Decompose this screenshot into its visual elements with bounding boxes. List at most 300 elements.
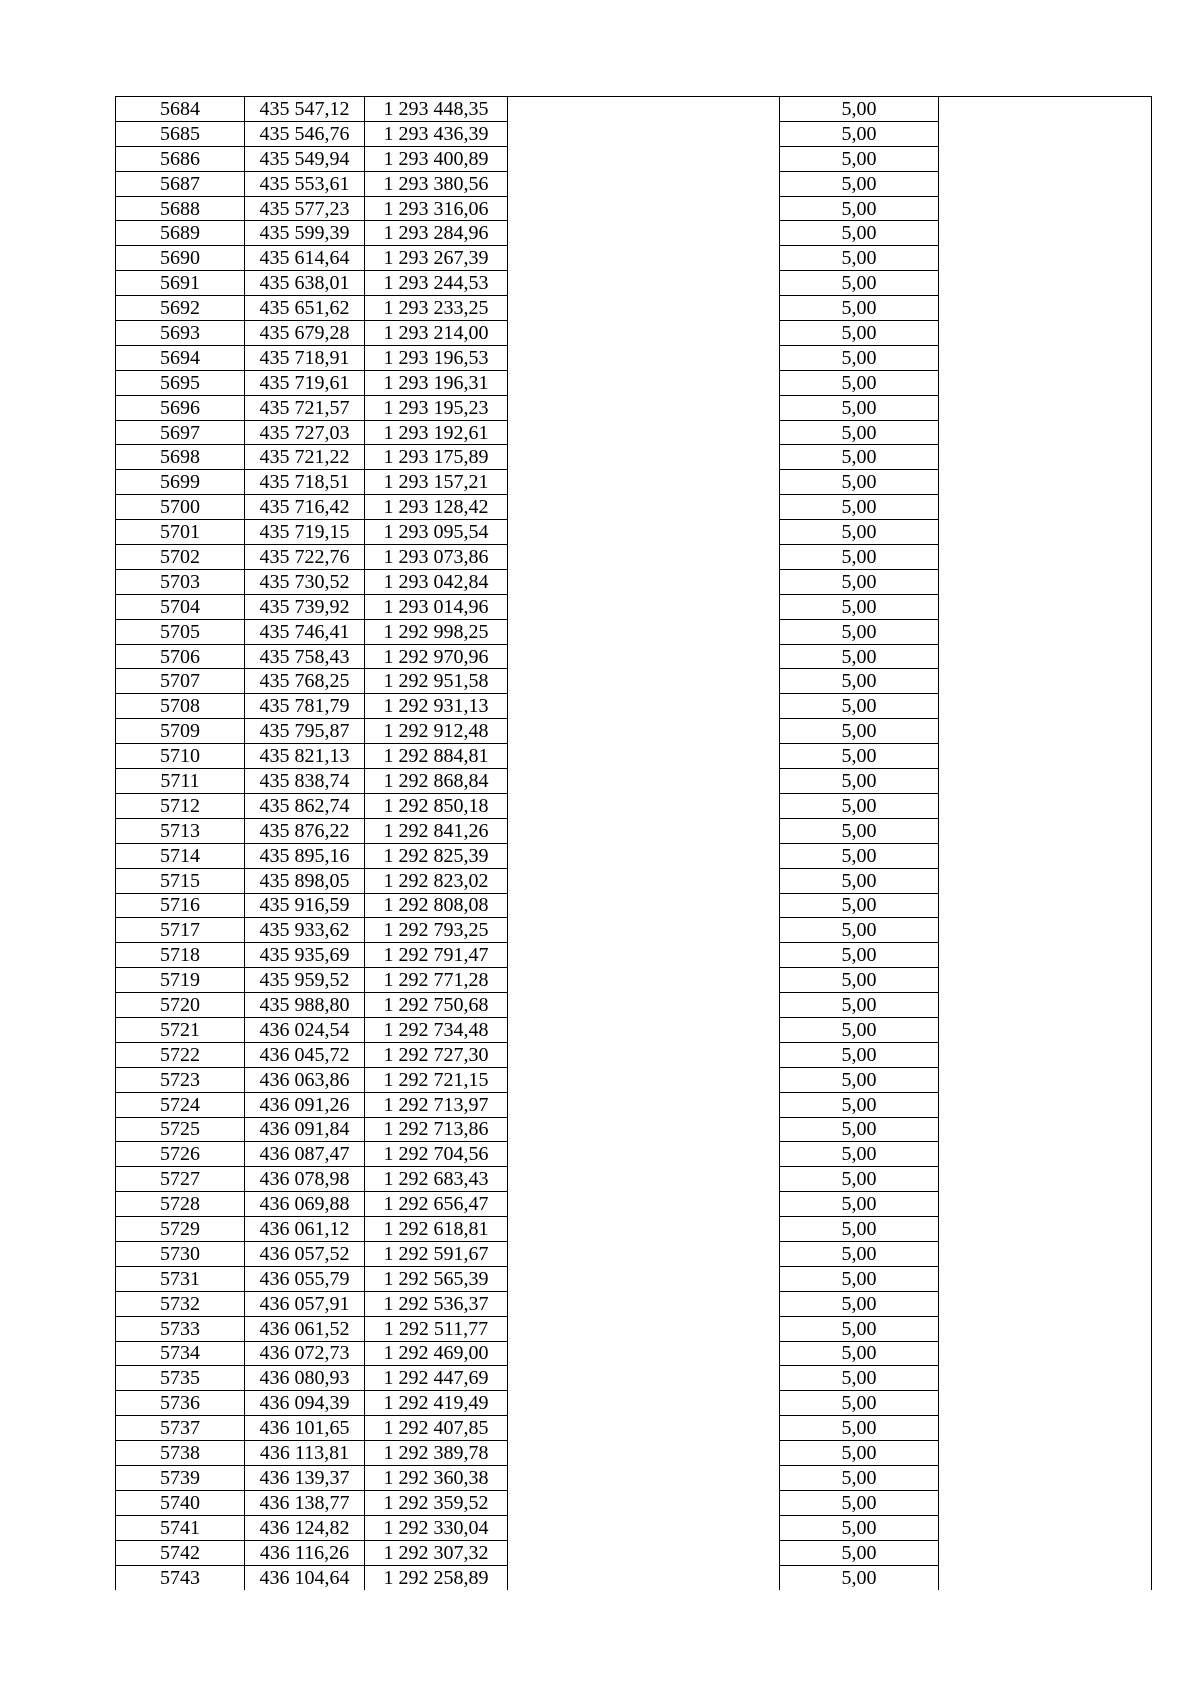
blank-cell: [939, 520, 1152, 545]
y-coordinate-cell: 1 293 157,21: [365, 470, 508, 495]
blank-cell: [508, 1565, 780, 1590]
blank-cell: [939, 818, 1152, 843]
x-coordinate-cell: 435 719,15: [245, 520, 365, 545]
y-coordinate-cell: 1 293 175,89: [365, 445, 508, 470]
point-number-cell: 5708: [116, 694, 245, 719]
blank-cell: [939, 1366, 1152, 1391]
blank-cell: [508, 1266, 780, 1291]
table-row: [116, 1117, 1152, 1142]
blank-cell: [939, 694, 1152, 719]
table-row: [116, 1092, 1152, 1117]
x-coordinate-cell: 435 727,03: [245, 420, 365, 445]
y-coordinate-cell: 1 292 771,28: [365, 968, 508, 993]
value-cell: 5,00: [780, 321, 939, 346]
table-row: [116, 1266, 1152, 1291]
point-number-cell: 5732: [116, 1291, 245, 1316]
table-row: [116, 395, 1152, 420]
blank-cell: [508, 868, 780, 893]
x-coordinate-cell: 435 638,01: [245, 271, 365, 296]
x-coordinate-cell: 435 933,62: [245, 918, 365, 943]
x-coordinate-cell: 435 935,69: [245, 943, 365, 968]
table-row: [116, 1441, 1152, 1466]
value-cell: 5,00: [780, 918, 939, 943]
x-coordinate-cell: 435 895,16: [245, 843, 365, 868]
value-cell: 5,00: [780, 1316, 939, 1341]
blank-cell: [939, 669, 1152, 694]
table-row: [116, 1291, 1152, 1316]
y-coordinate-cell: 1 293 267,39: [365, 246, 508, 271]
blank-cell: [508, 445, 780, 470]
x-coordinate-cell: 435 876,22: [245, 818, 365, 843]
x-coordinate-cell: 435 553,61: [245, 171, 365, 196]
value-cell: 5,00: [780, 1515, 939, 1540]
value-cell: 5,00: [780, 1017, 939, 1042]
table-row: [116, 470, 1152, 495]
value-cell: 5,00: [780, 495, 939, 520]
blank-cell: [939, 420, 1152, 445]
table-row: [116, 1142, 1152, 1167]
point-number-cell: 5697: [116, 420, 245, 445]
blank-cell: [508, 345, 780, 370]
x-coordinate-cell: 435 721,57: [245, 395, 365, 420]
blank-cell: [939, 171, 1152, 196]
blank-cell: [508, 1465, 780, 1490]
blank-cell: [508, 171, 780, 196]
table-row: [116, 669, 1152, 694]
blank-cell: [939, 1241, 1152, 1266]
point-number-cell: 5714: [116, 843, 245, 868]
blank-cell: [939, 1142, 1152, 1167]
table-row: [116, 171, 1152, 196]
value-cell: 5,00: [780, 1192, 939, 1217]
blank-cell: [939, 146, 1152, 171]
value-cell: 5,00: [780, 97, 939, 122]
blank-cell: [939, 321, 1152, 346]
table-row: [116, 993, 1152, 1018]
value-cell: 5,00: [780, 246, 939, 271]
blank-cell: [939, 1291, 1152, 1316]
point-number-cell: 5735: [116, 1366, 245, 1391]
blank-cell: [508, 420, 780, 445]
blank-cell: [939, 470, 1152, 495]
blank-cell: [939, 918, 1152, 943]
value-cell: 5,00: [780, 818, 939, 843]
point-number-cell: 5698: [116, 445, 245, 470]
table-row: [116, 296, 1152, 321]
value-cell: 5,00: [780, 420, 939, 445]
point-number-cell: 5716: [116, 893, 245, 918]
blank-cell: [939, 619, 1152, 644]
value-cell: 5,00: [780, 1366, 939, 1391]
blank-cell: [508, 843, 780, 868]
table-row: [116, 569, 1152, 594]
value-cell: 5,00: [780, 669, 939, 694]
y-coordinate-cell: 1 293 214,00: [365, 321, 508, 346]
table-row: [116, 1217, 1152, 1242]
blank-cell: [939, 1515, 1152, 1540]
table-row: [116, 594, 1152, 619]
blank-cell: [508, 1117, 780, 1142]
y-coordinate-cell: 1 292 713,86: [365, 1117, 508, 1142]
y-coordinate-cell: 1 292 419,49: [365, 1391, 508, 1416]
value-cell: 5,00: [780, 769, 939, 794]
x-coordinate-cell: 435 614,64: [245, 246, 365, 271]
x-coordinate-cell: 436 113,81: [245, 1441, 365, 1466]
x-coordinate-cell: 435 746,41: [245, 619, 365, 644]
y-coordinate-cell: 1 292 884,81: [365, 744, 508, 769]
blank-cell: [939, 793, 1152, 818]
y-coordinate-cell: 1 293 195,23: [365, 395, 508, 420]
y-coordinate-cell: 1 292 683,43: [365, 1167, 508, 1192]
blank-cell: [939, 221, 1152, 246]
blank-cell: [508, 1017, 780, 1042]
x-coordinate-cell: 435 898,05: [245, 868, 365, 893]
blank-cell: [508, 1515, 780, 1540]
y-coordinate-cell: 1 292 823,02: [365, 868, 508, 893]
value-cell: 5,00: [780, 594, 939, 619]
y-coordinate-cell: 1 293 196,53: [365, 345, 508, 370]
blank-cell: [939, 968, 1152, 993]
blank-cell: [939, 196, 1152, 221]
blank-cell: [939, 271, 1152, 296]
x-coordinate-cell: 436 104,64: [245, 1565, 365, 1590]
x-coordinate-cell: 436 091,26: [245, 1092, 365, 1117]
point-number-cell: 5695: [116, 370, 245, 395]
x-coordinate-cell: 435 838,74: [245, 769, 365, 794]
blank-cell: [508, 495, 780, 520]
point-number-cell: 5701: [116, 520, 245, 545]
x-coordinate-cell: 436 063,86: [245, 1067, 365, 1092]
x-coordinate-cell: 435 546,76: [245, 121, 365, 146]
blank-cell: [939, 1042, 1152, 1067]
blank-cell: [508, 1540, 780, 1565]
y-coordinate-cell: 1 292 656,47: [365, 1192, 508, 1217]
blank-cell: [508, 968, 780, 993]
point-number-cell: 5720: [116, 993, 245, 1018]
table-row: [116, 420, 1152, 445]
blank-cell: [939, 943, 1152, 968]
blank-cell: [508, 1092, 780, 1117]
point-number-cell: 5740: [116, 1490, 245, 1515]
blank-cell: [939, 893, 1152, 918]
table-row: [116, 968, 1152, 993]
value-cell: 5,00: [780, 893, 939, 918]
blank-cell: [939, 1490, 1152, 1515]
point-number-cell: 5711: [116, 769, 245, 794]
blank-cell: [939, 868, 1152, 893]
blank-cell: [508, 569, 780, 594]
y-coordinate-cell: 1 292 825,39: [365, 843, 508, 868]
value-cell: 5,00: [780, 470, 939, 495]
blank-cell: [508, 121, 780, 146]
blank-cell: [939, 993, 1152, 1018]
value-cell: 5,00: [780, 868, 939, 893]
table-row: [116, 1341, 1152, 1366]
blank-cell: [508, 1067, 780, 1092]
x-coordinate-cell: 436 024,54: [245, 1017, 365, 1042]
y-coordinate-cell: 1 293 233,25: [365, 296, 508, 321]
value-cell: 5,00: [780, 545, 939, 570]
blank-cell: [508, 1192, 780, 1217]
blank-cell: [939, 1565, 1152, 1590]
point-number-cell: 5713: [116, 818, 245, 843]
point-number-cell: 5688: [116, 196, 245, 221]
table-row: [116, 1192, 1152, 1217]
blank-cell: [939, 1540, 1152, 1565]
point-number-cell: 5724: [116, 1092, 245, 1117]
table-row: [116, 196, 1152, 221]
point-number-cell: 5705: [116, 619, 245, 644]
blank-cell: [508, 97, 780, 122]
x-coordinate-cell: 436 080,93: [245, 1366, 365, 1391]
blank-cell: [508, 719, 780, 744]
blank-cell: [939, 545, 1152, 570]
point-number-cell: 5736: [116, 1391, 245, 1416]
x-coordinate-cell: 435 758,43: [245, 644, 365, 669]
y-coordinate-cell: 1 293 014,96: [365, 594, 508, 619]
point-number-cell: 5721: [116, 1017, 245, 1042]
y-coordinate-cell: 1 293 095,54: [365, 520, 508, 545]
y-coordinate-cell: 1 292 536,37: [365, 1291, 508, 1316]
point-number-cell: 5727: [116, 1167, 245, 1192]
value-cell: 5,00: [780, 1341, 939, 1366]
blank-cell: [939, 246, 1152, 271]
blank-cell: [508, 918, 780, 943]
blank-cell: [939, 1441, 1152, 1466]
table-row: [116, 1167, 1152, 1192]
blank-cell: [508, 644, 780, 669]
blank-cell: [508, 470, 780, 495]
x-coordinate-cell: 435 739,92: [245, 594, 365, 619]
blank-cell: [939, 1341, 1152, 1366]
x-coordinate-cell: 435 549,94: [245, 146, 365, 171]
point-number-cell: 5728: [116, 1192, 245, 1217]
x-coordinate-cell: 435 768,25: [245, 669, 365, 694]
value-cell: 5,00: [780, 196, 939, 221]
table-row: [116, 1366, 1152, 1391]
y-coordinate-cell: 1 292 389,78: [365, 1441, 508, 1466]
value-cell: 5,00: [780, 121, 939, 146]
blank-cell: [508, 1316, 780, 1341]
blank-cell: [508, 321, 780, 346]
blank-cell: [508, 793, 780, 818]
table-row: [116, 1416, 1152, 1441]
table-row: [116, 644, 1152, 669]
y-coordinate-cell: 1 292 931,13: [365, 694, 508, 719]
value-cell: 5,00: [780, 694, 939, 719]
x-coordinate-cell: 436 055,79: [245, 1266, 365, 1291]
table-row: [116, 793, 1152, 818]
x-coordinate-cell: 435 781,79: [245, 694, 365, 719]
blank-cell: [508, 1441, 780, 1466]
point-number-cell: 5726: [116, 1142, 245, 1167]
point-number-cell: 5712: [116, 793, 245, 818]
x-coordinate-cell: 435 718,91: [245, 345, 365, 370]
table-row: [116, 719, 1152, 744]
y-coordinate-cell: 1 292 447,69: [365, 1366, 508, 1391]
table-row: [116, 370, 1152, 395]
blank-cell: [508, 594, 780, 619]
x-coordinate-cell: 435 716,42: [245, 495, 365, 520]
value-cell: 5,00: [780, 221, 939, 246]
table-row: [116, 694, 1152, 719]
coordinates-table-body: [116, 97, 1152, 1590]
point-number-cell: 5700: [116, 495, 245, 520]
blank-cell: [508, 520, 780, 545]
x-coordinate-cell: 435 651,62: [245, 296, 365, 321]
table-row: [116, 1316, 1152, 1341]
point-number-cell: 5738: [116, 1441, 245, 1466]
point-number-cell: 5722: [116, 1042, 245, 1067]
point-number-cell: 5710: [116, 744, 245, 769]
blank-cell: [508, 246, 780, 271]
blank-cell: [939, 594, 1152, 619]
blank-cell: [508, 619, 780, 644]
value-cell: 5,00: [780, 146, 939, 171]
x-coordinate-cell: 435 721,22: [245, 445, 365, 470]
table-row: [116, 1565, 1152, 1590]
table-row: [116, 345, 1152, 370]
y-coordinate-cell: 1 292 330,04: [365, 1515, 508, 1540]
point-number-cell: 5718: [116, 943, 245, 968]
x-coordinate-cell: 436 139,37: [245, 1465, 365, 1490]
blank-cell: [508, 744, 780, 769]
y-coordinate-cell: 1 292 734,48: [365, 1017, 508, 1042]
point-number-cell: 5693: [116, 321, 245, 346]
y-coordinate-cell: 1 292 713,97: [365, 1092, 508, 1117]
table-row: [116, 893, 1152, 918]
y-coordinate-cell: 1 292 258,89: [365, 1565, 508, 1590]
y-coordinate-cell: 1 292 469,00: [365, 1341, 508, 1366]
value-cell: 5,00: [780, 370, 939, 395]
point-number-cell: 5687: [116, 171, 245, 196]
table-row: [116, 818, 1152, 843]
x-coordinate-cell: 435 988,80: [245, 993, 365, 1018]
table-row: [116, 918, 1152, 943]
x-coordinate-cell: 436 061,12: [245, 1217, 365, 1242]
value-cell: 5,00: [780, 1540, 939, 1565]
x-coordinate-cell: 436 045,72: [245, 1042, 365, 1067]
y-coordinate-cell: 1 293 316,06: [365, 196, 508, 221]
y-coordinate-cell: 1 292 750,68: [365, 993, 508, 1018]
table-row: [116, 1241, 1152, 1266]
value-cell: 5,00: [780, 1042, 939, 1067]
point-number-cell: 5729: [116, 1217, 245, 1242]
point-number-cell: 5704: [116, 594, 245, 619]
value-cell: 5,00: [780, 520, 939, 545]
y-coordinate-cell: 1 292 721,15: [365, 1067, 508, 1092]
y-coordinate-cell: 1 292 618,81: [365, 1217, 508, 1242]
value-cell: 5,00: [780, 1117, 939, 1142]
point-number-cell: 5725: [116, 1117, 245, 1142]
table-row: [116, 868, 1152, 893]
x-coordinate-cell: 435 679,28: [245, 321, 365, 346]
table-row: [116, 121, 1152, 146]
table-row: [116, 146, 1152, 171]
y-coordinate-cell: 1 292 951,58: [365, 669, 508, 694]
x-coordinate-cell: 436 072,73: [245, 1341, 365, 1366]
y-coordinate-cell: 1 292 565,39: [365, 1266, 508, 1291]
value-cell: 5,00: [780, 445, 939, 470]
table-row: [116, 1540, 1152, 1565]
point-number-cell: 5699: [116, 470, 245, 495]
y-coordinate-cell: 1 292 704,56: [365, 1142, 508, 1167]
table-row: [116, 1391, 1152, 1416]
blank-cell: [939, 1167, 1152, 1192]
point-number-cell: 5723: [116, 1067, 245, 1092]
table-row: [116, 1017, 1152, 1042]
point-number-cell: 5709: [116, 719, 245, 744]
blank-cell: [508, 146, 780, 171]
x-coordinate-cell: 436 124,82: [245, 1515, 365, 1540]
blank-cell: [939, 569, 1152, 594]
value-cell: 5,00: [780, 345, 939, 370]
y-coordinate-cell: 1 292 868,84: [365, 769, 508, 794]
blank-cell: [508, 1167, 780, 1192]
x-coordinate-cell: 436 057,52: [245, 1241, 365, 1266]
x-coordinate-cell: 435 916,59: [245, 893, 365, 918]
y-coordinate-cell: 1 292 407,85: [365, 1416, 508, 1441]
blank-cell: [508, 893, 780, 918]
blank-cell: [939, 719, 1152, 744]
blank-cell: [939, 769, 1152, 794]
blank-cell: [508, 545, 780, 570]
x-coordinate-cell: 435 577,23: [245, 196, 365, 221]
x-coordinate-cell: 436 078,98: [245, 1167, 365, 1192]
point-number-cell: 5706: [116, 644, 245, 669]
blank-cell: [508, 1366, 780, 1391]
point-number-cell: 5717: [116, 918, 245, 943]
blank-cell: [939, 1416, 1152, 1441]
value-cell: 5,00: [780, 271, 939, 296]
blank-cell: [508, 1291, 780, 1316]
x-coordinate-cell: 435 821,13: [245, 744, 365, 769]
point-number-cell: 5719: [116, 968, 245, 993]
y-coordinate-cell: 1 292 912,48: [365, 719, 508, 744]
value-cell: 5,00: [780, 1416, 939, 1441]
y-coordinate-cell: 1 293 196,31: [365, 370, 508, 395]
y-coordinate-cell: 1 292 793,25: [365, 918, 508, 943]
point-number-cell: 5707: [116, 669, 245, 694]
x-coordinate-cell: 435 599,39: [245, 221, 365, 246]
value-cell: 5,00: [780, 843, 939, 868]
y-coordinate-cell: 1 293 244,53: [365, 271, 508, 296]
blank-cell: [939, 1192, 1152, 1217]
blank-cell: [508, 818, 780, 843]
x-coordinate-cell: 435 722,76: [245, 545, 365, 570]
point-number-cell: 5696: [116, 395, 245, 420]
x-coordinate-cell: 436 057,91: [245, 1291, 365, 1316]
blank-cell: [939, 1391, 1152, 1416]
value-cell: 5,00: [780, 1241, 939, 1266]
x-coordinate-cell: 435 547,12: [245, 97, 365, 122]
blank-cell: [508, 769, 780, 794]
table-row: [116, 943, 1152, 968]
blank-cell: [939, 445, 1152, 470]
value-cell: 5,00: [780, 171, 939, 196]
blank-cell: [939, 843, 1152, 868]
y-coordinate-cell: 1 293 380,56: [365, 171, 508, 196]
point-number-cell: 5737: [116, 1416, 245, 1441]
blank-cell: [508, 1416, 780, 1441]
x-coordinate-cell: 435 730,52: [245, 569, 365, 594]
point-number-cell: 5690: [116, 246, 245, 271]
value-cell: 5,00: [780, 719, 939, 744]
value-cell: 5,00: [780, 793, 939, 818]
y-coordinate-cell: 1 292 359,52: [365, 1490, 508, 1515]
point-number-cell: 5694: [116, 345, 245, 370]
y-coordinate-cell: 1 293 073,86: [365, 545, 508, 570]
